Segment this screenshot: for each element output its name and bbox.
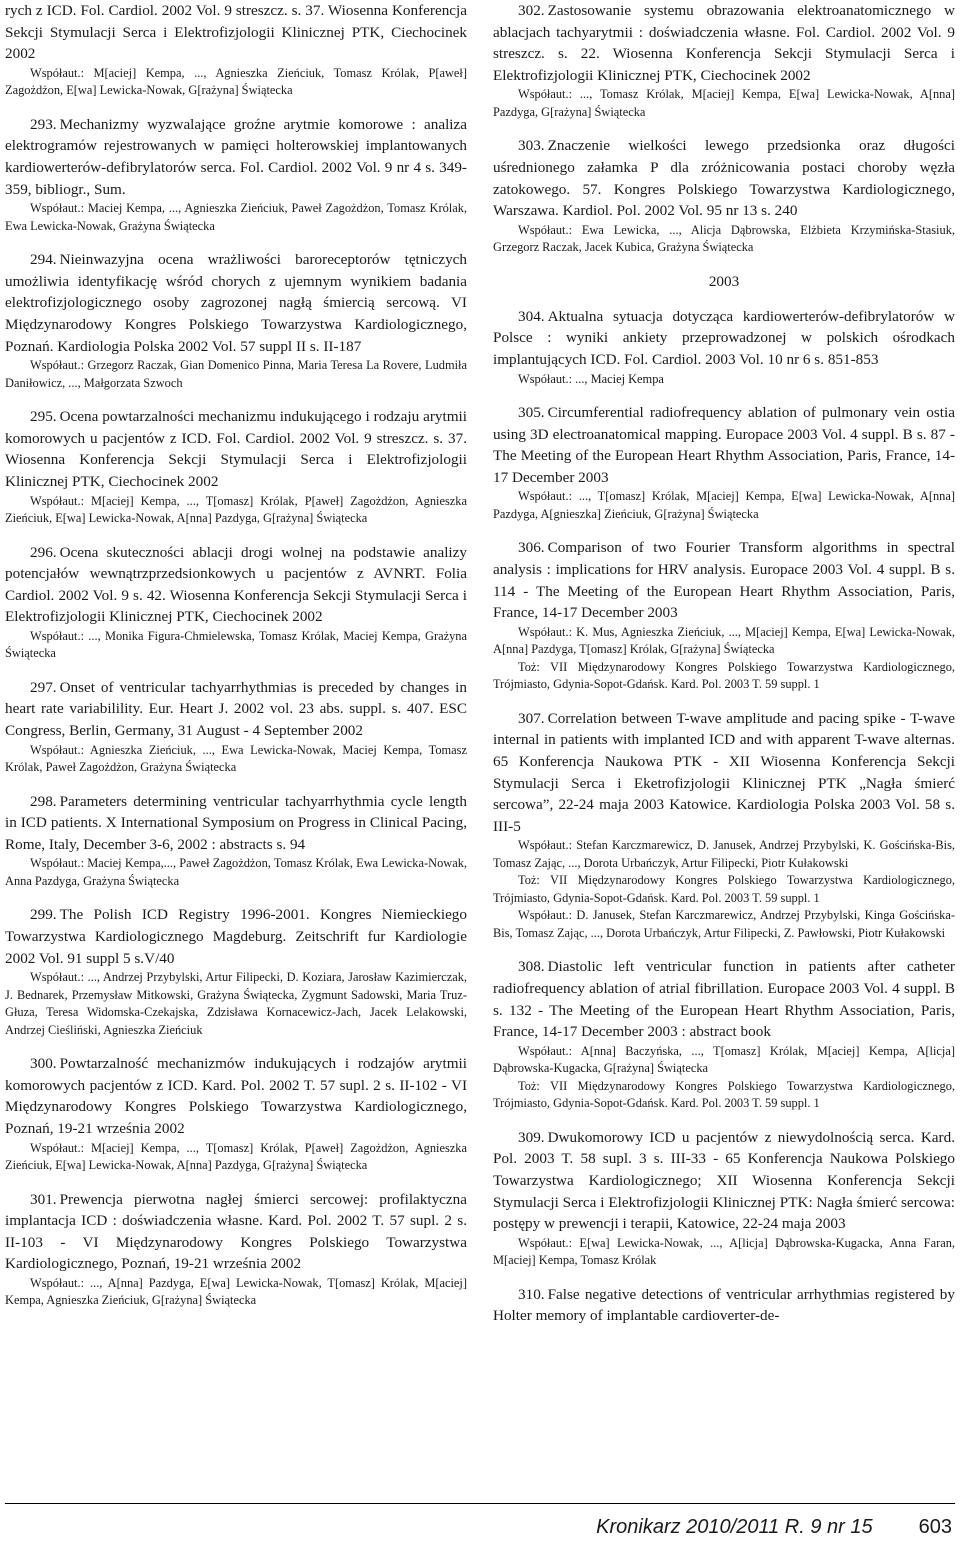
entry-coauthors: Współaut.: ..., Andrzej Przybylski, Artur Filipecki, D. Koziara, Jarosław Kazimierczak, J. Bednarek, Przemysław Mitkowski, Grażyna Świątecka, Zygmunt Sadowski, Maria Truz- Głuza, Teresa Widomska-Czekajska, Zdzisława Kornacewicz-Jach, Jacek Lelakowski, Andrzej Cieśliński, Agnieszka Zieńciuk: [5, 970, 467, 1037]
entry-title: [493, 708, 955, 838]
bibliography-entry: [5, 677, 467, 777]
bibliography-entry: [5, 791, 467, 891]
entry-number: 305.: [518, 404, 545, 422]
entry-title: [493, 956, 955, 1042]
bibliography-entry: [493, 956, 955, 1112]
bibliography-entry: [5, 249, 467, 392]
entry-title-text: Powtarzalność mechanizmów indukujących i rodzajów arytmii komorowych pacjentów z ICD. Kard. Pol. 2002 T. 57 supl. 2 s. II-102 - VI Międzynarodowy Kongres Polskiego Towarzystwa Kardiologicznego, Poznań, 19-21 września 2002: [5, 1055, 467, 1137]
entry-title: [493, 402, 955, 488]
bibliography-entry: [493, 306, 955, 388]
entry-title: [493, 306, 955, 371]
entry-coauthors: Współaut.: ..., T[omasz] Królak, M[aciej] Kempa, E[wa] Lewicka-Nowak, A[nna] Pazdyga, A[gnieszka] Zieńciuk, G[rażyna] Świątecka: [493, 489, 955, 521]
entry-coauthors: Współaut.: ..., Maciej Kempa: [518, 371, 664, 386]
entry-title-text: Zastosowanie systemu obrazowania elektroanatomicznego w ablacjach tachyarytmii : doświadczenia własne. Fol. Cardiol. 2002 Vol. 9 streszcz. s. 22. Wiosenna Konferencja Sekcji Stymulacji Serca i Elektrofizjologii Klinicznej PTK, Ciechocinek 2002: [493, 2, 955, 84]
entry-title-text: Prewencja pierwotna nagłej śmierci sercowej: profilaktyczna implantacja ICD : doświadczenia własne. Kard. Pol. 2002 T. 57 supl. 2 s. II-103 - VI Międzynarodowy Kongres Polskiego Towarzystwa Kardiologicznego, Poznań, 19-21 września 2002: [5, 1190, 467, 1273]
entry-title: [5, 677, 467, 742]
entry-title-text: Ocena powtarzalności mechanizmu indukującego i rodzaju arytmii komorowych u pacjentów z ICD. Fol. Cardiol. 2002 Vol. 9 streszcz. s. 37. Wiosenna Konferencja Sekcji Stymulacji Serca i Elektrofizjologii Klinicznej PTK, Ciechocinek 2002: [5, 408, 467, 490]
entry-number: 298.: [30, 792, 57, 810]
year-heading: 2003: [708, 272, 740, 290]
entry-number: 310.: [518, 1285, 545, 1303]
entry-title: [5, 1053, 467, 1139]
entry-number: 297.: [30, 678, 57, 696]
bibliography-entry: [5, 0, 467, 100]
entry-coauthors: Współaut.: D. Janusek, Stefan Karczmarewicz, Andrzej Przybylski, Kinga Gościńska-Bis, Tomasz Zając, ..., Dorota Urbańczyk, Artur Filipecki, Z. Pawłowski, Piotr Kułakowski: [493, 908, 955, 940]
entry-title-text: The Polish ICD Registry 1996-2001. Kongres Niemieckiego Towarzystwa Kardiologicznego Magdeburg. Zeitschrift fur Kardiologie 2002 Vol. 91 suppl 5 s.V/40: [5, 906, 467, 967]
entry-title-text: rych z ICD. Fol. Cardiol. 2002 Vol. 9 streszcz. s. 37. Wiosenna Konferencja Sekcji Stymulacji Serca i Elektrofizjologii Klinicznej PTK, Ciechocinek 2002: [5, 2, 467, 63]
entry-title-text: Nieinwazyjna ocena wrażliwości baroreceptorów tętniczych umożliwia identyfikację wśród chorych z ujemnym wynikiem badania elektrofizjologicznego osoby zagrozonej nagłą śmiercią sercową. VI Międzynarodowy Kongres Polskiego Towarzystwa Kardiologicznego, Poznań. Kardiologia Polska 2002 Vol. 57 suppl II s. II-187: [5, 251, 467, 355]
entry-number: 301.: [30, 1190, 57, 1208]
entry-title: [5, 1189, 467, 1275]
entry-number: 299.: [30, 906, 57, 924]
entry-number: 294.: [30, 251, 57, 269]
entry-title: [5, 791, 467, 856]
entry-title: [493, 1284, 955, 1327]
entry-coauthors: Współaut.: Ewa Lewicka, ..., Alicja Dąbrowska, Elżbieta Krzymińska-Stasiuk, Grzegorz Raczak, Jacek Kubica, Grażyna Świątecka: [493, 222, 955, 255]
entry-coauthors: Współaut.: Agnieszka Zieńciuk, ..., Ewa Lewicka-Nowak, Maciej Kempa, Tomasz Królak, Paweł Zagożdżon, Grażyna Świątecka: [5, 742, 467, 775]
entry-coauthors: Współaut.: Maciej Kempa, ..., Agnieszka Zieńciuk, Paweł Zagożdżon, Tomasz Królak, Ewa Lewicka-Nowak, Grażyna Świątecka: [5, 201, 467, 233]
bibliography-entry: [493, 537, 955, 693]
entry-number: 309.: [518, 1128, 545, 1146]
entry-title: [493, 537, 955, 623]
entry-title-text: Comparison of two Fourier Transform algorithms in spectral analysis : implications for HRV analysis. Europace 2003 Vol. 4 suppl. B s. 114 - The Meeting of the European Heart Rhythm Association, Paris, France, 14-17 December 2003: [493, 539, 955, 622]
entry-number: 306.: [518, 539, 545, 557]
bibliography-entry: [5, 114, 467, 235]
entry-number: 293.: [30, 115, 57, 133]
bibliography-entry: [5, 1053, 467, 1174]
bibliography-entry: [493, 1127, 955, 1270]
entry-title: [493, 0, 955, 86]
entry-title-text: Mechanizmy wyzwalające groźne arytmie komorowe : analiza elektrogramów rejestrowanych w pamięci holterowskiej implantowanych kardiowerterów-defibrylatorów serca. Fol. Cardiol. 2002 Vol. 9 nr 4 s. 349-359, bibliogr., Sum.: [5, 115, 467, 198]
entry-number: 308.: [518, 958, 545, 976]
bibliography-entry: [5, 1189, 467, 1310]
entry-title: [5, 406, 467, 492]
bibliography-entry: [5, 904, 467, 1039]
entry-coauthors: Współaut.: E[wa] Lewicka-Nowak, ..., A[licja] Dąbrowska-Kugacka, Anna Faran, M[aciej] Kempa, Tomasz Królak: [493, 1235, 955, 1268]
entry-coauthors: Współaut.: Grzegorz Raczak, Gian Domenico Pinna, Maria Teresa La Rovere, Ludmiła Daniłowicz, ..., Małgorzata Szwoch: [5, 358, 467, 390]
entry-number: 302.: [518, 2, 545, 19]
entry-title-text: Aktualna sytuacja dotycząca kardiowerterów-defibrylatorów w Polsce : wyniki ankiety przeprowadzonej w polskich ośrodkach implantujących ICD. Fol. Cardiol. 2003 Vol. 10 nr 6 s. 851-853: [493, 307, 955, 368]
entry-title-text: Dwukomorowy ICD u pacjentów z niewydolnością serca. Kard. Pol. 2003 T. 58 supl. 3 s. III-33 - 65 Konferencja Naukowa Polskiego Towarzystwa Kardiologicznego; XII Wiosenna Konferencja Sekcji Stymulacji Serca i Elektrofizjologii Klinicznej PTK: Nagła śmierć sercowa: postępy w prewencji i terapii, Katowice, 22-24 maja 2003: [493, 1128, 955, 1233]
entry-coauthors: Współaut.: Stefan Karczmarewicz, D. Janusek, Andrzej Przybylski, K. Gościńska-Bis, Tomasz Zając, ..., Dorota Urbańczyk, Artur Filipecki, Piotr Kułakowski: [493, 838, 955, 870]
bibliography-entry: [493, 402, 955, 523]
bibliography-entry: [493, 135, 955, 256]
entry-number: 307.: [518, 709, 545, 727]
entry-title: [5, 542, 467, 628]
page-number: 603: [918, 1516, 952, 1538]
entry-also-published: Toż: VII Międzynarodowy Kongres Polskiego Towarzystwa Kardiologicznego, Trójmiasto, Gdynia-Sopot-Gdańsk. Kard. Pol. 2003 T. 59 suppl. 1: [493, 873, 955, 905]
bibliography-entry: [5, 542, 467, 663]
entry-title: [5, 114, 467, 200]
bibliography-entry: [493, 708, 955, 943]
entry-title: [493, 135, 955, 221]
entry-coauthors: Współaut.: M[aciej] Kempa, ..., T[omasz] Królak, P[aweł] Zagożdżon, Agnieszka Zieńciuk, E[wa] Lewicka-Nowak, A[nna] Pazdyga, G[rażyna] Świątecka: [5, 493, 467, 525]
entry-also-published: Toż: VII Międzynarodowy Kongres Polskiego Towarzystwa Kardiologicznego, Trójmiasto, Gdynia-Sopot-Gdańsk. Kard. Pol. 2003 T. 59 suppl. 1: [493, 1078, 955, 1111]
entry-coauthors: Współaut.: M[aciej] Kempa, ..., T[omasz] Królak, P[aweł] Zagożdżon, Agnieszka Zieńciuk, E[wa] Lewicka-Nowak, A[nna] Pazdyga, G[rażyna] Świątecka: [5, 1140, 467, 1173]
entry-number: 300.: [30, 1055, 57, 1073]
entry-title-text: Circumferential radiofrequency ablation of pulmonary vein ostia using 3D electroanatomical mapping. Europace 2003 Vol. 4 suppl. B s. 87 - The Meeting of the European Heart Rhythm Association, Paris, France, 14-17 December 2003: [493, 404, 955, 486]
entry-title-text: Parameters determining ventricular tachyarrhythmia cycle length in ICD patients. X International Symposium on Progress in Clinical Pacing, Rome, Italy, December 3-6, 2002 : abstracts s. 94: [5, 792, 467, 853]
entry-also-published: Toż: VII Międzynarodowy Kongres Polskiego Towarzystwa Kardiologicznego, Trójmiasto, Gdynia-Sopot-Gdańsk. Kard. Pol. 2003 T. 59 suppl. 1: [493, 659, 955, 692]
entry-coauthors: Współaut.: ..., Monika Figura-Chmielewska, Tomasz Królak, Maciej Kempa, Grażyna Świątecka: [5, 628, 467, 661]
entry-coauthors: Współaut.: Maciej Kempa,..., Paweł Zagożdżon, Tomasz Królak, Ewa Lewicka-Nowak, Anna Pazdyga, Grażyna Świątecka: [5, 856, 467, 888]
entry-coauthors: Współaut.: ..., A[nna] Pazdyga, E[wa] Lewicka-Nowak, T[omasz] Królak, M[aciej] Kempa, Agnieszka Zieńciuk, G[rażyna] Świątecka: [5, 1275, 467, 1308]
entry-title-text: Correlation between T-wave amplitude and pacing spike - T-wave internal in patients with implanted ICD and with apparent T-wave alternas. 65 Konferencja Naukowa PTK - XII Wiosenna Konferencja Sekcji Stymulacji Serca i Eketrofizjologii Klinicznej PTK „Nagła śmierć sercowa”, 22-24 maja 2003 Katowice. Kardiologia Polska 2003 Vol. 58 s. III-5: [493, 709, 955, 835]
bibliography-entry: [493, 0, 955, 121]
entry-number: 303.: [518, 137, 545, 155]
entry-title: [5, 0, 467, 65]
entry-number: 304.: [518, 307, 545, 325]
entry-title: [5, 249, 467, 357]
left-column: [5, 0, 467, 1324]
entry-number: 296.: [30, 543, 57, 561]
entry-title-text: Onset of ventricular tachyarrhythmias is preceded by changes in heart rate variabilility. Eur. Heart J. 2002 vol. 23 abs. suppl. s. 407. ESC Congress, Berlin, Germany, 31 August - 4 September 2002: [5, 678, 467, 740]
right-column: [493, 0, 955, 1341]
footer-journal: Kronikarz 2010/2011 R. 9 nr 15: [596, 1516, 873, 1538]
entry-coauthors: Współaut.: K. Mus, Agnieszka Zieńciuk, ..., M[aciej] Kempa, E[wa] Lewicka-Nowak, A[nna] Pazdyga, T[omasz] Królak, G[rażyna] Świątecka: [493, 624, 955, 657]
entry-title-text: Znaczenie wielkości lewego przedsionka oraz długości uśrednionego załamka P dla zróżnicowania postaci choroby węzła zatokowego. 57. Kongres Polskiego Towarzystwa Kardiologicznego, Warszawa. Kardiol. Pol. 2002 Vol. 95 nr 13 s. 240: [493, 137, 955, 220]
entry-title: [5, 904, 467, 969]
entry-number: 295.: [30, 408, 57, 426]
bibliography-entry: [5, 406, 467, 527]
entry-title-text: False negative detections of ventricular arrhythmias registered by Holter memory of implantable cardioverter-de-: [493, 1285, 955, 1325]
entry-coauthors: Współaut.: ..., Tomasz Królak, M[aciej] Kempa, E[wa] Lewicka-Nowak, A[nna] Pazdyga, G[rażyna] Świątecka: [493, 87, 955, 119]
entry-title: [493, 1127, 955, 1235]
entry-title-text: Diastolic left ventricular function in patients after catheter radiofrequency ablation of atrial fibrillation. Europace 2003 Vol. 4 suppl. B s. 132 - The Meeting of the European Heart Rhythm Association, Paris, France, 14-17 December 2003 : abstract book: [493, 958, 955, 1041]
page-footer: [596, 1516, 952, 1539]
entry-coauthors: Współaut.: A[nna] Baczyńska, ..., T[omasz] Królak, M[aciej] Kempa, A[licja] Dąbrowska-Kugacka, G[rażyna] Świątecka: [493, 1043, 955, 1076]
footer-rule: [5, 1503, 955, 1504]
bibliography-entry: [493, 1284, 955, 1327]
entry-coauthors: Współaut.: M[aciej] Kempa, ..., Agnieszka Zieńciuk, Tomasz Królak, P[aweł] Zagożdżon, E[wa] Lewicka-Nowak, G[rażyna] Świątecka: [5, 65, 467, 98]
entry-title-text: Ocena skuteczności ablacji drogi wolnej na podstawie analizy potencjałów wewnątrzprzedsionkowych u pacjentów z AVNRT. Folia Cardiol. 2002 Vol. 9 s. 42. Wiosenna Konferencja Sekcji Stymulacji Serca i Elektrofizjologii Klinicznej PTK, Ciechocinek 2002: [5, 543, 467, 626]
